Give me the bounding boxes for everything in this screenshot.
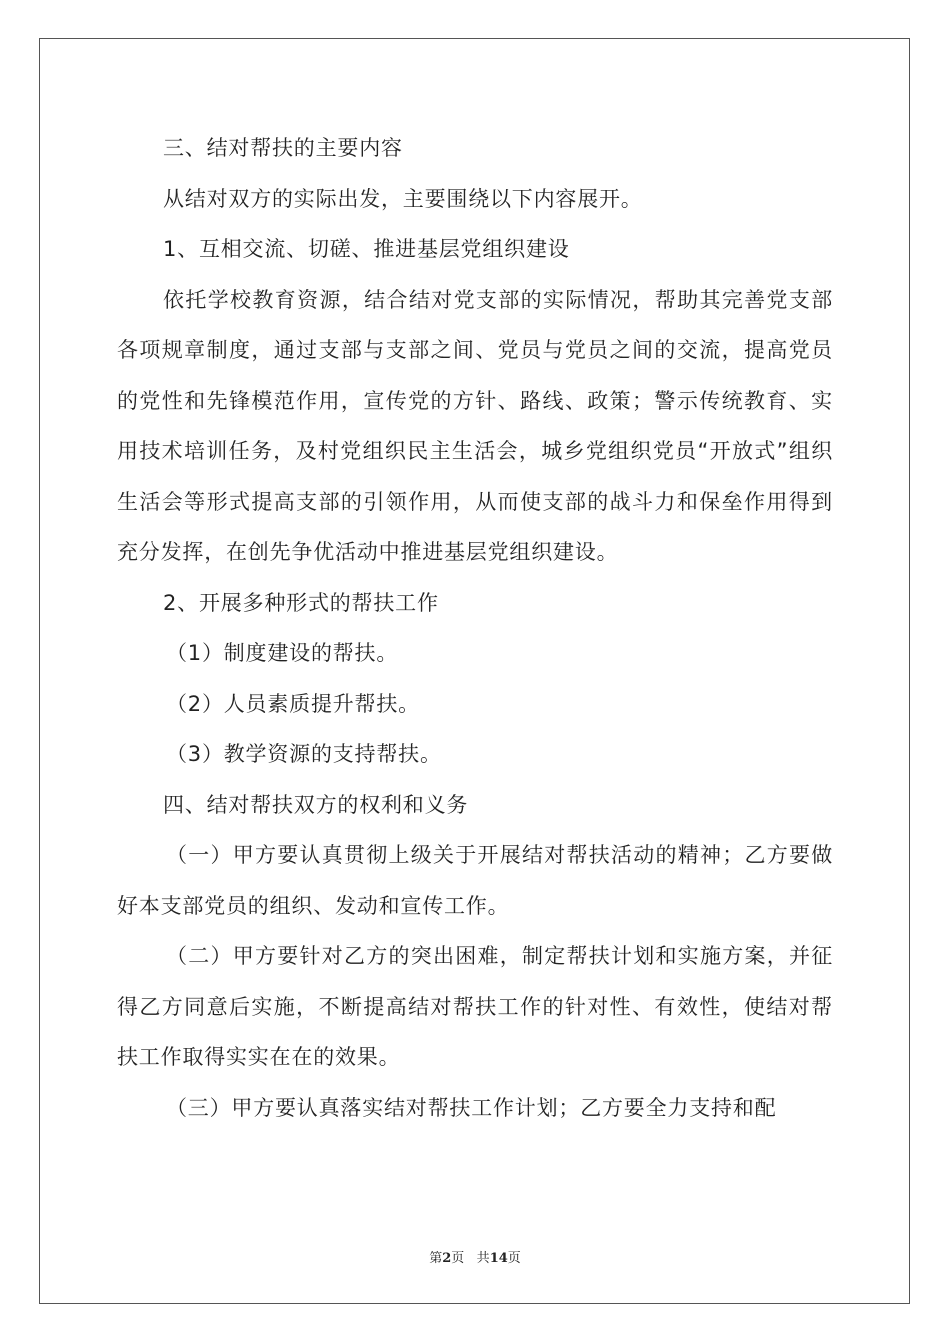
footer-page-current: 2 [442, 1251, 452, 1266]
page-footer [0, 1247, 950, 1266]
item-2-sub-1: （1）制度建设的帮扶。 [166, 641, 399, 665]
item-2-sub-2: （2）人员素质提升帮扶。 [166, 691, 420, 716]
section-heading-3: 三、结对帮扶的主要内容 [163, 136, 403, 160]
footer-total-prefix: 共 [476, 1251, 490, 1266]
item-1-title: 1、互相交流、切磋、推进基层党组织建设 [163, 237, 570, 261]
item-2-sub-3: （3）教学资源的支持帮扶。 [166, 742, 442, 766]
section-heading-4: 四、结对帮扶双方的权利和义务 [163, 792, 469, 817]
item-2-title: 2、开展多种形式的帮扶工作 [163, 590, 439, 615]
footer-total-label: 页 [507, 1251, 521, 1266]
footer-page-label: 页 [451, 1251, 465, 1266]
footer-page-total: 14 [489, 1251, 508, 1266]
duty-paragraph-1: （一）甲方要认真贯彻上级关于开展结对帮扶活动的精神；乙方要做好本支部党员的组织、发动和宣传工作。 [117, 843, 833, 918]
footer-page-prefix: 第 [429, 1251, 443, 1266]
duty-paragraph-2: （二）甲方要针对乙方的突出困难，制定帮扶计划和实施方案，并征得乙方同意后实施，不断提高结对帮扶工作的针对性、有效性，使结对帮扶工作取得实实在在的效果。 [117, 944, 833, 1069]
intro-paragraph: 从结对双方的实际出发，主要围绕以下内容展开。 [163, 186, 643, 211]
duty-paragraph-3: （三）甲方要认真落实结对帮扶工作计划；乙方要全力支持和配 [166, 1095, 777, 1120]
document-body [117, 123, 833, 1133]
item-1-body: 依托学校教育资源，结合结对党支部的实际情况，帮助其完善党支部各项规章制度，通过支部与支部之间、党员与党员之间的交流，提高党员的党性和先锋模范作用，宣传党的方针、路线、政策；警示传统教育、实用技术培训任务，及村党组织民主生活会，城乡党组织党员“开放式”组织生活会等形式提高支部的引领作用，从而使支部的战斗力和保垒作用得到充分发挥，在创先争优活动中推进基层党组织建设。 [117, 287, 833, 564]
